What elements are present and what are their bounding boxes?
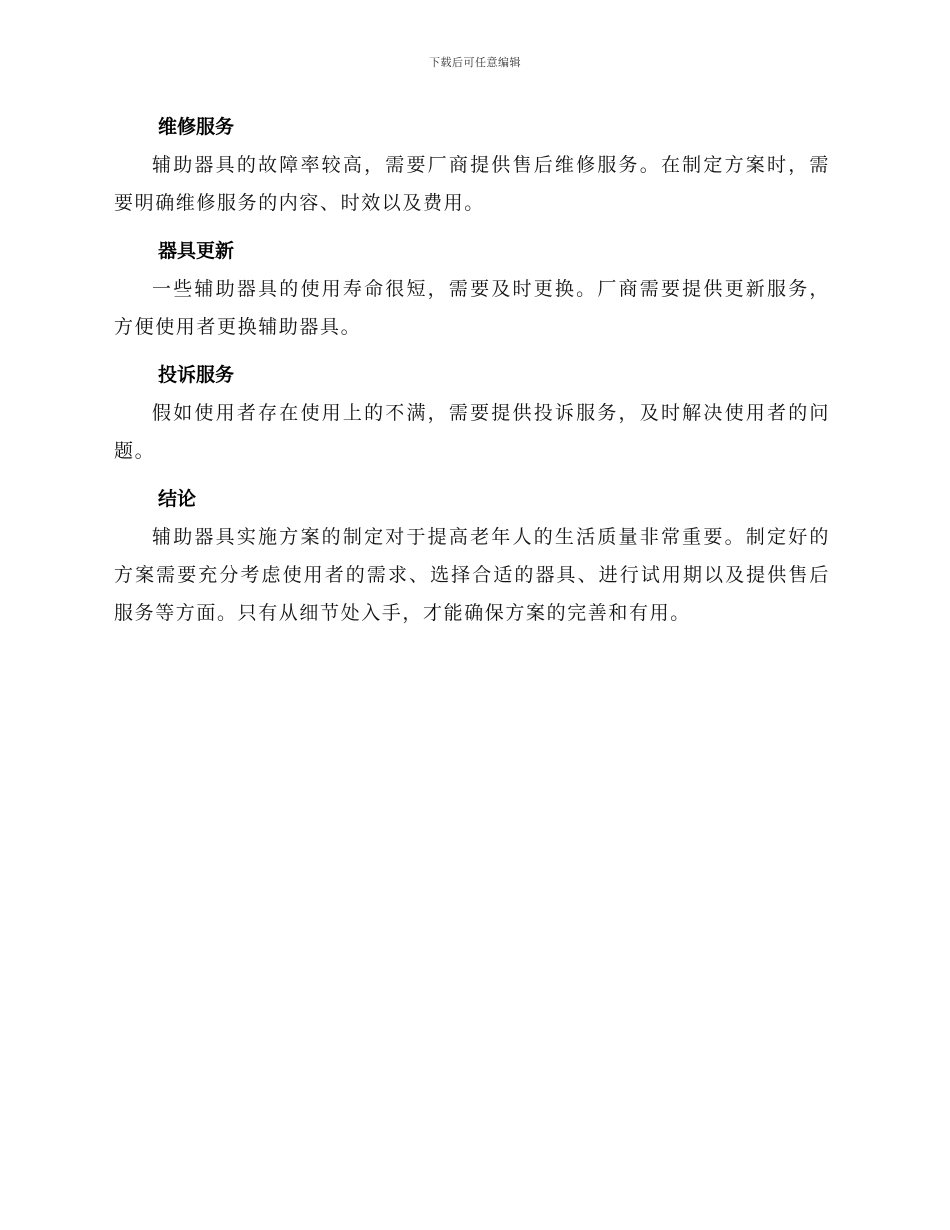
document-content <box>114 108 830 642</box>
section-paragraph: 假如使用者存在使用上的不满，需要提供投诉服务，及时解决使用者的问题。 <box>114 402 830 462</box>
section-paragraph: 辅助器具的故障率较高，需要厂商提供售后维修服务。在制定方案时，需要明确维修服务的内容、时效以及费用。 <box>114 154 830 214</box>
section-device-update <box>114 232 830 346</box>
section-heading: 维修服务 <box>158 116 235 138</box>
section-repair-service <box>114 108 830 222</box>
section-heading: 器具更新 <box>158 240 235 262</box>
section-heading: 投诉服务 <box>158 364 235 386</box>
page-header: 下载后可任意编辑 <box>429 56 521 69</box>
section-paragraph: 一些辅助器具的使用寿命很短，需要及时更换。厂商需要提供更新服务，方便使用者更换辅助器具。 <box>114 278 830 338</box>
section-paragraph: 辅助器具实施方案的制定对于提高老年人的生活质量非常重要。制定好的方案需要充分考虑使用者的需求、选择合适的器具、进行试用期以及提供售后服务等方面。只有从细节处入手，才能确保方案的完善和有用。 <box>114 526 830 624</box>
section-heading: 结论 <box>158 488 197 510</box>
section-conclusion <box>114 480 830 632</box>
section-complaint-service <box>114 356 830 470</box>
